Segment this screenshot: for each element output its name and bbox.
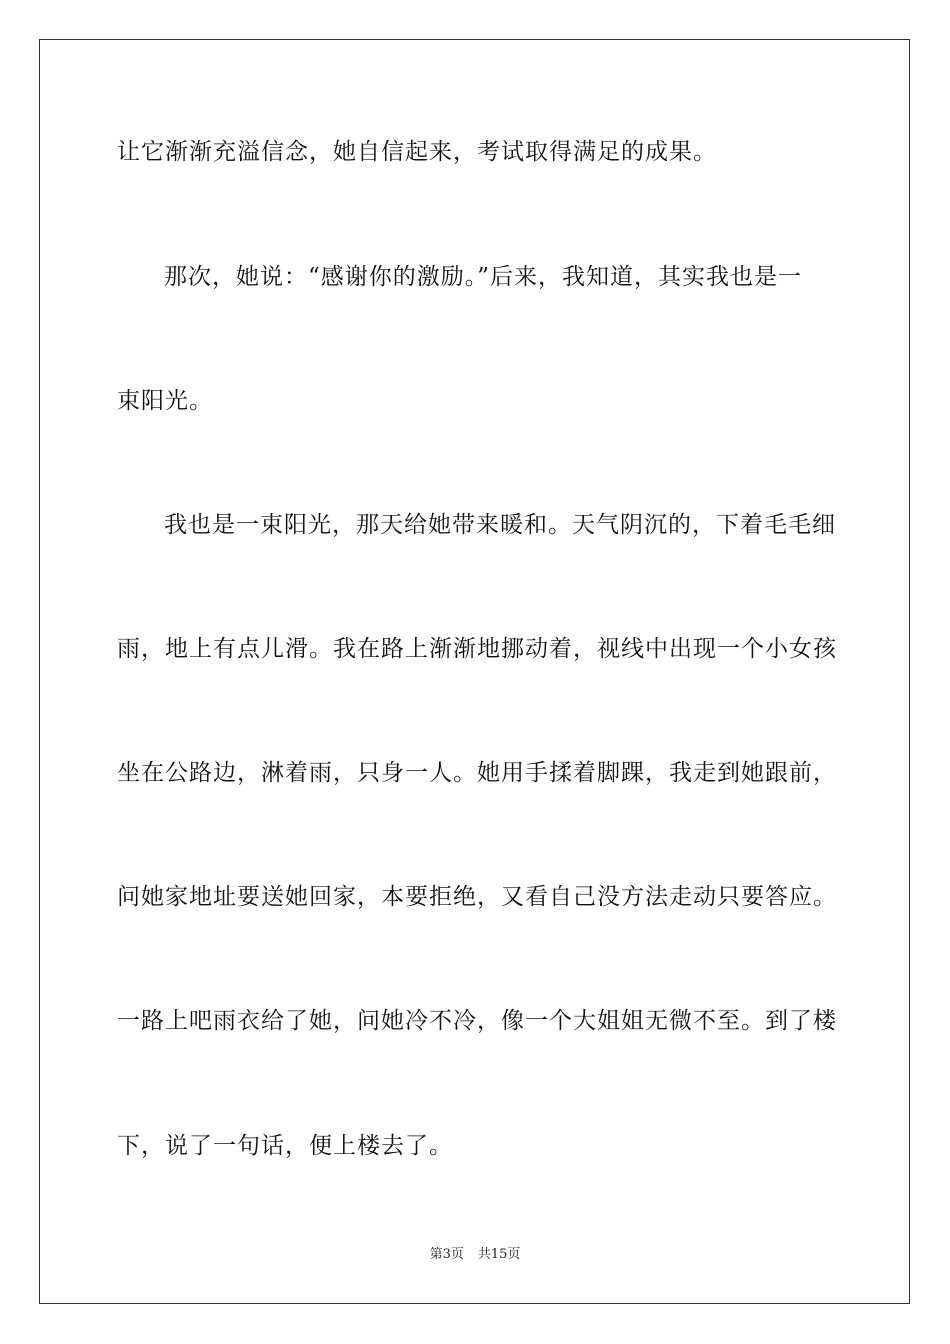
body-text-line: 一路上吧雨衣给了她，问她冷不冷，像一个大姐姐无微不至。到了楼 [117,1008,837,1034]
body-text-line: 下，说了一句话，便上楼去了。 [117,1133,453,1159]
body-text-line: 让它渐渐充溢信念，她自信起来，考试取得满足的成果。 [117,139,717,165]
page-number: 第3页 [429,1247,464,1262]
body-text-line: 坐在公路边，淋着雨，只身一人。她用手揉着脚踝，我走到她跟前， [117,760,837,786]
body-text-line: 我也是一束阳光，那天给她带来暖和。天气阴沉的，下着毛毛细 [164,512,836,538]
body-text-line: 束阳光。 [117,388,213,414]
page-frame [39,39,910,1304]
body-text-line: 雨，地上有点儿滑。我在路上渐渐地挪动着，视线中出现一个小女孩 [117,636,837,662]
page-total: 共15页 [477,1247,521,1262]
page-footer [0,1246,950,1264]
body-text-line: 问她家地址要送她回家，本要拒绝，又看自己没方法走动只要答应。 [117,884,837,910]
body-text-line: 那次，她说：“感谢你的激励。”后来，我知道，其实我也是一 [164,264,803,290]
